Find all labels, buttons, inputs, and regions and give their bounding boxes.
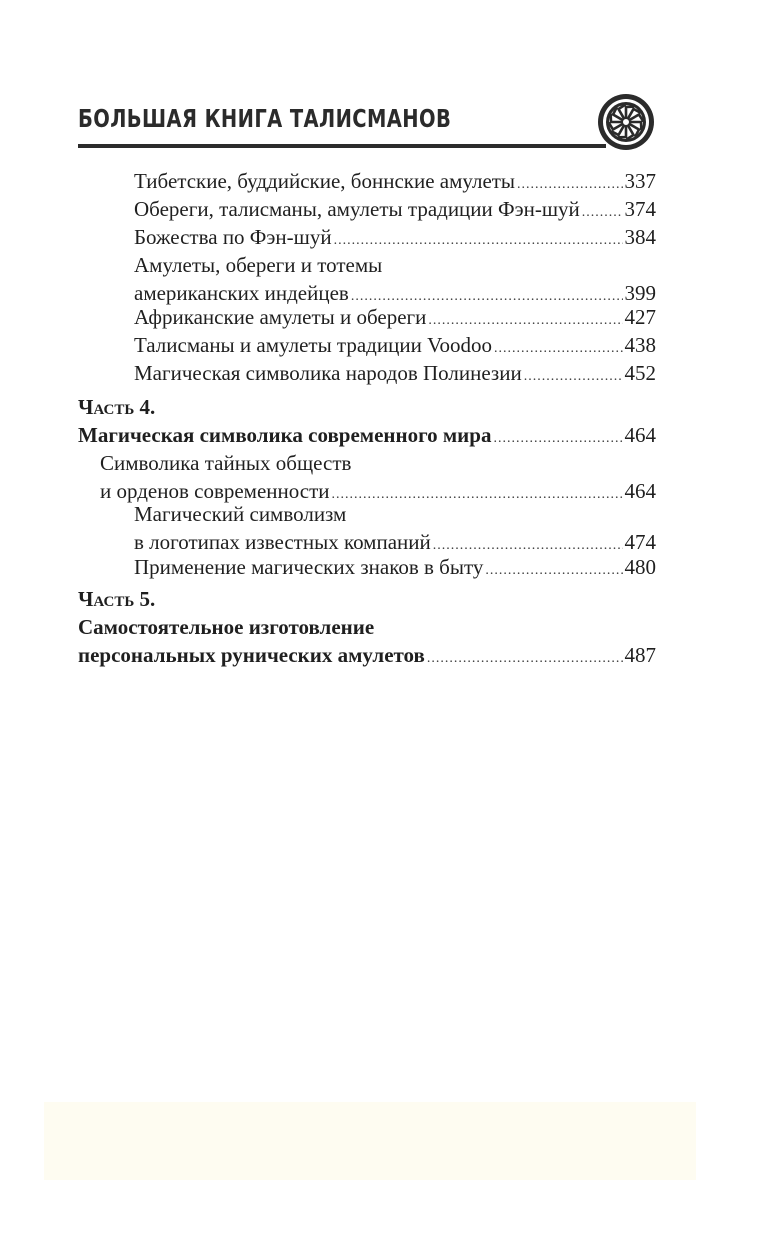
toc-entry-title: Тибетские, буддийские, боннские амулеты (134, 169, 516, 193)
toc-entry-logos[interactable] (134, 500, 656, 556)
toc-entry-feng-shui-deities[interactable] (134, 223, 656, 251)
leader-dots (485, 557, 622, 585)
part-label: Часть 5. (78, 587, 156, 611)
toc-entry-native-american[interactable] (134, 251, 656, 307)
toc-entry-secret-societies[interactable] (100, 449, 656, 505)
part-title-line1: Самостоятельное изготовление (78, 615, 375, 639)
page-number: 464 (624, 479, 656, 503)
toc-entry-title: Талисманы и амулеты традиции Voodoo (134, 333, 493, 357)
toc-entry-title-line1: Магический символизм (134, 502, 347, 526)
leader-dots (427, 645, 623, 673)
page-number: 427 (624, 305, 656, 329)
toc-entry-title: Применение магических знаков в быту (134, 555, 484, 579)
toc-entry-title-line1: Амулеты, обереги и тотемы (134, 253, 383, 277)
page-number: 399 (624, 281, 656, 305)
page-number: 474 (624, 530, 656, 554)
toc-entry-title: и орденов современности (100, 479, 330, 503)
toc-entry-title: американских индейцев (134, 281, 349, 305)
toc-entry-title: Божества по Фэн-шуй (134, 225, 332, 249)
black-sun-icon (596, 92, 656, 152)
part-label: Часть 4. (78, 395, 156, 419)
toc-entry-polynesia[interactable] (134, 359, 656, 387)
header-rule (78, 144, 606, 148)
toc-part-4[interactable] (78, 393, 656, 449)
toc-entry-voodoo[interactable] (134, 331, 656, 359)
page-number: 480 (624, 555, 656, 579)
page-bottom-band (44, 1102, 696, 1180)
running-header (78, 92, 656, 150)
part-title: Магическая символика современного мира (78, 423, 492, 447)
toc-entry-feng-shui-amulets[interactable] (134, 195, 656, 223)
toc-entry-everyday[interactable] (134, 553, 656, 581)
page-number: 438 (624, 333, 656, 357)
toc-entry-title: Магическая символика народов Полинезии (134, 361, 522, 385)
page-number: 452 (624, 361, 656, 385)
toc-entry-title: Обереги, талисманы, амулеты традиции Фэн-шуй (134, 197, 580, 221)
page-number: 384 (624, 225, 656, 249)
page-number: 487 (624, 643, 656, 667)
leader-dots (524, 363, 623, 391)
book-title: БОЛЬШАЯ КНИГА ТАЛИСМАНОВ (78, 104, 452, 133)
toc-entry-african[interactable] (134, 303, 656, 331)
page-number: 337 (624, 169, 656, 193)
toc-entry-tibetan[interactable] (134, 167, 656, 195)
part-title: персональных рунических амулетов (78, 643, 425, 667)
toc-entry-title: в логотипах известных компаний (134, 530, 431, 554)
page-number: 464 (624, 423, 656, 447)
toc-entry-title: Африканские амулеты и обереги (134, 305, 427, 329)
toc-part-5[interactable] (78, 585, 656, 669)
toc-entry-title-line1: Символика тайных обществ (100, 451, 352, 475)
page-number: 374 (624, 197, 656, 221)
